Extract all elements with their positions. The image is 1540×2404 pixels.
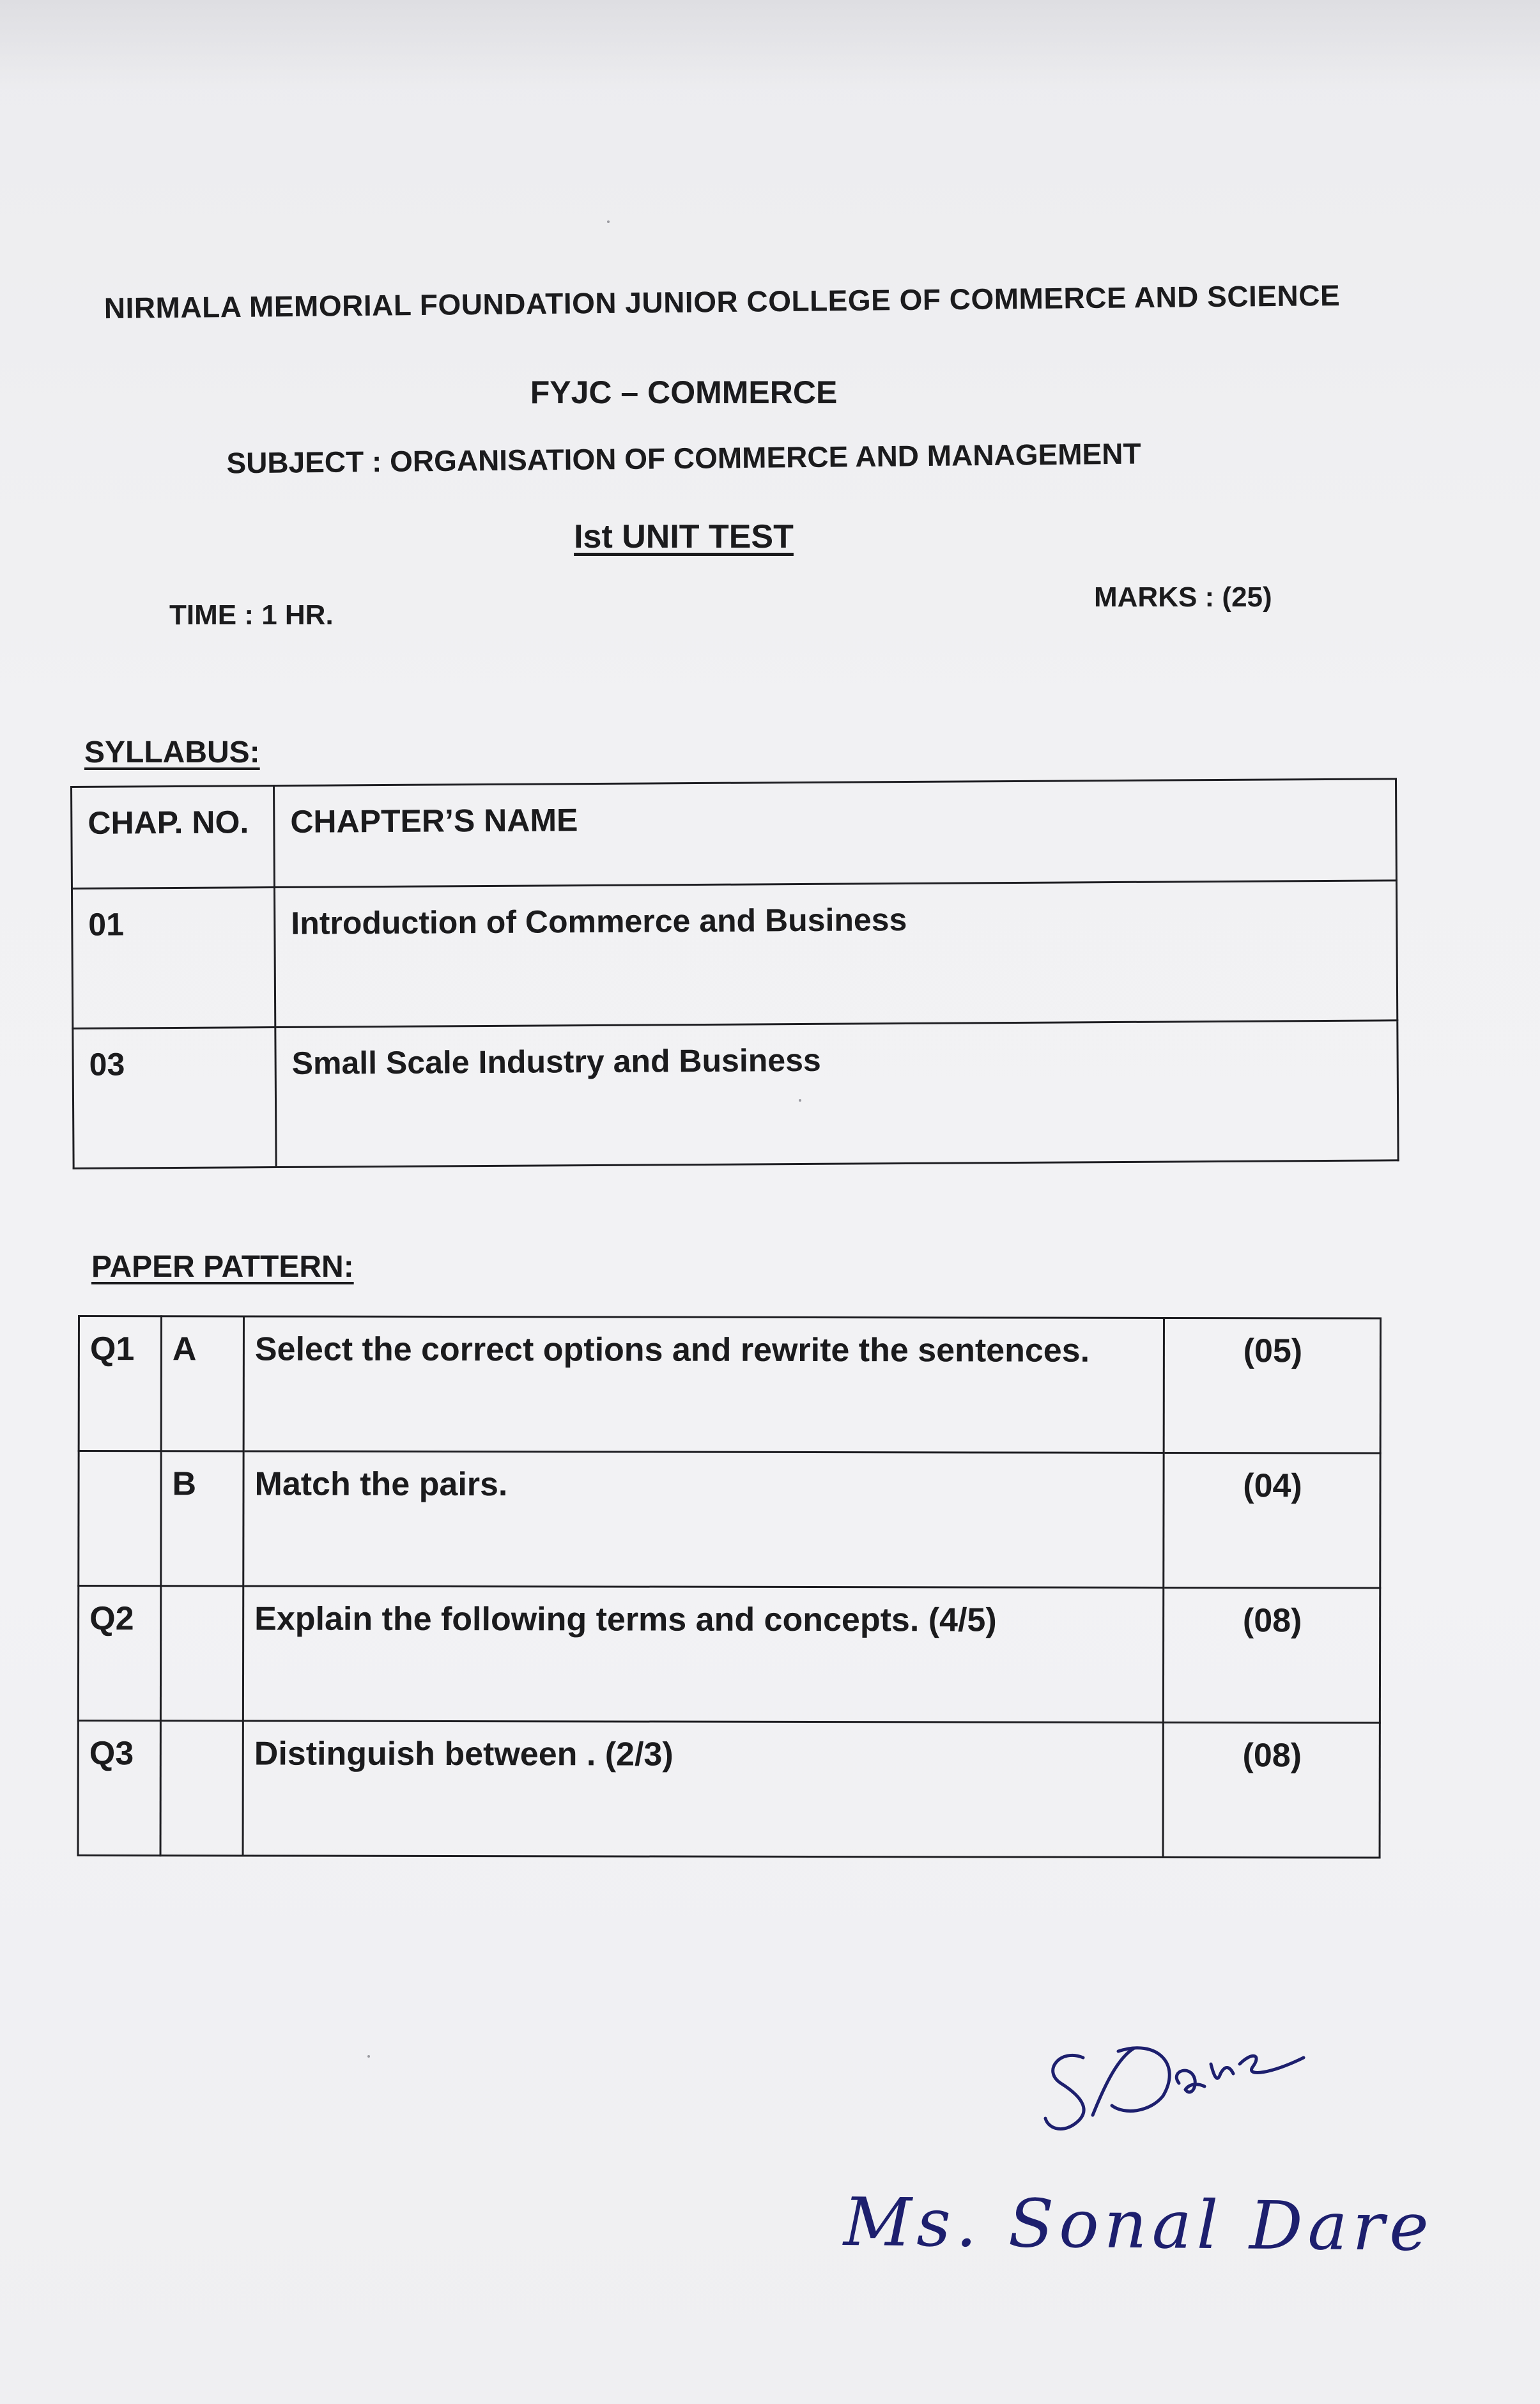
question-marks: (04) — [1164, 1452, 1380, 1588]
paper-speck — [799, 1099, 801, 1102]
question-number: Q2 — [78, 1586, 160, 1721]
syllabus-row — [73, 1021, 1398, 1169]
question-text: Select the correct options and rewrite the sentences. — [243, 1316, 1164, 1453]
chapter-name: Small Scale Industry and Business — [275, 1021, 1398, 1167]
pattern-row — [78, 1586, 1380, 1723]
question-part — [160, 1721, 243, 1856]
teacher-name: Ms. Sonal Dare — [843, 2182, 1435, 2267]
pattern-row — [79, 1451, 1380, 1589]
chapter-number: 03 — [73, 1028, 276, 1169]
question-number: Q3 — [78, 1721, 160, 1856]
question-number: Q1 — [79, 1316, 161, 1451]
test-heading: Ist UNIT TEST — [574, 518, 794, 555]
marks-label: MARKS : (25) — [1094, 582, 1272, 613]
syllabus-header-row — [72, 779, 1397, 889]
chapter-number: 01 — [72, 888, 275, 1029]
paper-speck — [367, 2055, 370, 2058]
question-part — [160, 1586, 243, 1721]
chapter-name: Introduction of Commerce and Business — [274, 881, 1397, 1028]
question-part: B — [161, 1451, 243, 1586]
question-text: Match the pairs. — [243, 1451, 1164, 1588]
class-heading: FYJC – COMMERCE — [530, 374, 838, 410]
pattern-row — [79, 1316, 1380, 1454]
chapter-name-header: CHAPTER’S NAME — [274, 779, 1397, 888]
question-part: A — [161, 1316, 243, 1451]
page-top-shadow — [0, 0, 1540, 89]
question-text: Explain the following terms and concepts. (4/5) — [243, 1586, 1163, 1723]
handwritten-signature — [1022, 1987, 1342, 2141]
question-marks: (08) — [1163, 1587, 1380, 1723]
chapter-number-header: CHAP. NO. — [72, 786, 275, 889]
syllabus-title: SYLLABUS: — [84, 736, 260, 769]
question-text: Distinguish between . (2/3) — [243, 1721, 1163, 1858]
question-marks: (08) — [1163, 1722, 1380, 1858]
question-number — [79, 1451, 161, 1586]
syllabus-row — [72, 881, 1397, 1029]
college-name: NIRMALA MEMORIAL FOUNDATION JUNIOR COLLEGE OF COMMERCE AND SCIENCE — [104, 278, 1341, 325]
paper-pattern-title: PAPER PATTERN: — [91, 1250, 354, 1284]
pattern-row — [78, 1721, 1380, 1858]
paper-pattern-table — [77, 1315, 1382, 1859]
paper-speck — [607, 220, 610, 223]
time-label: TIME : 1 HR. — [169, 599, 334, 631]
subject-heading: SUBJECT : ORGANISATION OF COMMERCE AND MANAGEMENT — [226, 436, 1141, 480]
question-marks: (05) — [1164, 1318, 1380, 1453]
syllabus-table — [70, 778, 1399, 1169]
